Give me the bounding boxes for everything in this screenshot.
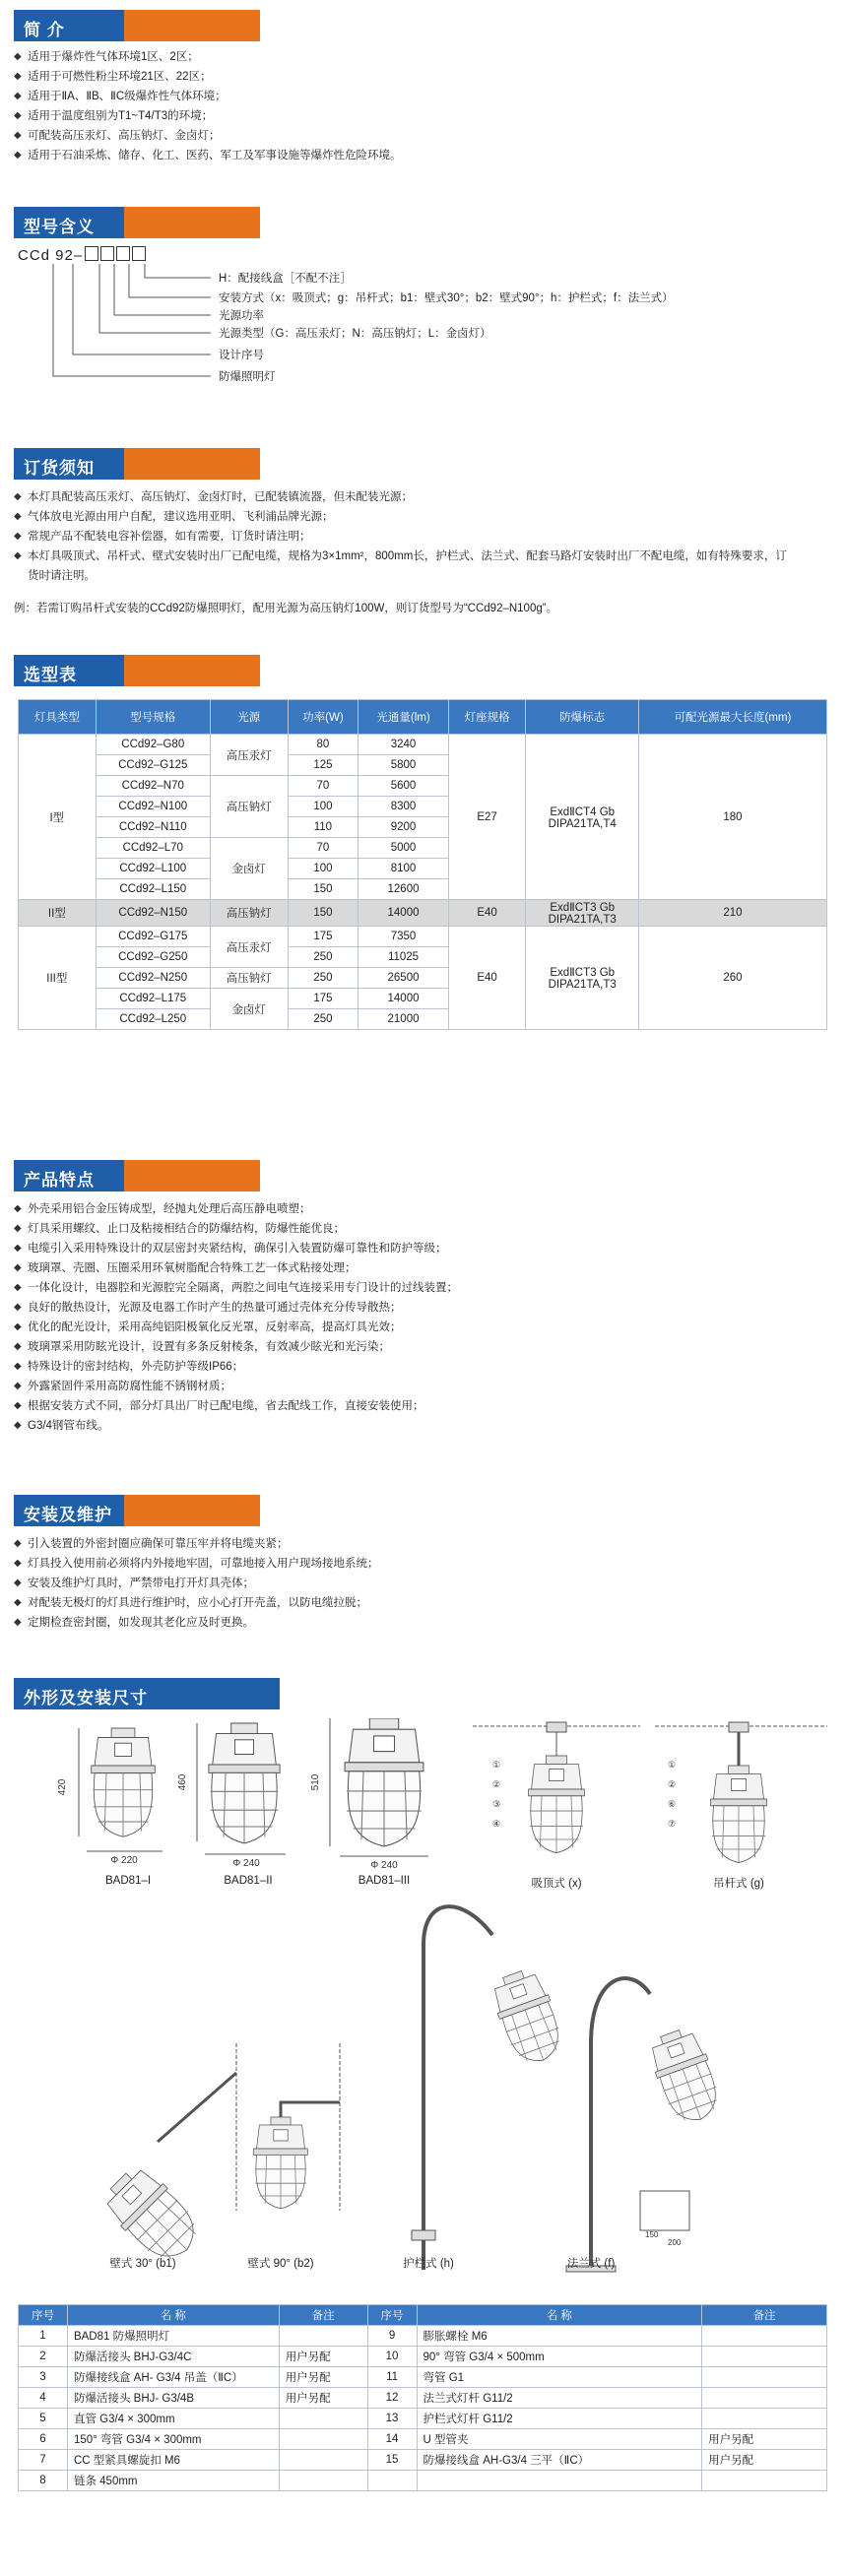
cell-source: 高压钠灯: [210, 776, 288, 838]
flange-dim-1: 150: [645, 2230, 659, 2239]
guardrail-drawing: [412, 1906, 568, 2270]
selection-section: [14, 655, 260, 686]
parts-cell-no: 2: [19, 2347, 68, 2367]
pendant-mount-drawing: [655, 1722, 827, 1863]
cell-flux: 26500: [358, 968, 448, 989]
features-item: ◆ G3/4钢管布线。: [14, 1416, 458, 1436]
selection-column-header: 型号规格: [96, 700, 210, 735]
selection-column-header: 防爆标志: [526, 700, 639, 735]
selection-table-header: [19, 700, 827, 735]
features-item: ◆ 外露紧固件采用高防腐性能不锈钢材质；: [14, 1377, 458, 1396]
install-item: ◆ 对配装无极灯的灯具进行维护时，应小心打开壳盖，以防电缆拉脱；: [14, 1593, 379, 1613]
parts-cell-note: [279, 2429, 367, 2450]
parts-cell-note: 用户另配: [702, 2450, 827, 2471]
parts-cell-no: 10: [367, 2347, 417, 2367]
parts-cell-no: 13: [367, 2409, 417, 2429]
order-header: [14, 448, 260, 480]
width-label-3: Φ 240: [370, 1860, 398, 1871]
parts-cell-no: 7: [19, 2450, 68, 2471]
cell-source: 高压钠灯: [210, 900, 288, 927]
intro-header: [14, 10, 260, 41]
model-leader-lines: [14, 207, 831, 433]
features-item: ◆ 优化的配光设计，采用高纯铝阳极氧化反光罩，反射率高，提高灯具光效；: [14, 1318, 458, 1337]
parts-cell-note: [702, 2347, 827, 2367]
cell-flux: 5600: [358, 776, 448, 797]
cell-flux: 3240: [358, 735, 448, 755]
lamp-drawing-2: [197, 1723, 286, 1854]
parts-cell-name: [417, 2471, 702, 2491]
order-item: ◆ 气体放电光源由用户自配，建议选用亚明、飞利浦品牌光源；: [14, 507, 796, 527]
parts-cell-name: 150° 弯管 G3/4 × 300mm: [67, 2429, 279, 2450]
intro-item: ◆ 适用于ⅡA、ⅡB、ⅡC级爆炸性气体环境；: [14, 87, 402, 106]
parts-cell-note: [279, 2326, 367, 2347]
cell-power: 175: [288, 927, 358, 947]
flange-dim-2: 200: [668, 2238, 682, 2247]
selection-row: [19, 927, 827, 947]
intro-section: [14, 10, 402, 165]
cell-power: 250: [288, 968, 358, 989]
model-label-1: H：配接线盒［不配不注］: [219, 273, 352, 285]
cell-model: CCd92–L150: [96, 879, 210, 900]
features-header: [14, 1160, 260, 1191]
cell-power: 70: [288, 838, 358, 859]
cell-power: 100: [288, 797, 358, 817]
cell-source: 金卤灯: [210, 989, 288, 1030]
cell-power: 250: [288, 1009, 358, 1030]
svg-text:④: ④: [492, 1819, 501, 1829]
selection-column-header: 可配光源最大长度(mm): [638, 700, 826, 735]
cell-model: CCd92–N100: [96, 797, 210, 817]
parts-column-header: 名 称: [67, 2305, 279, 2326]
parts-cell-no: 12: [367, 2388, 417, 2409]
cell-model: CCd92–L250: [96, 1009, 210, 1030]
cell-flux: 9200: [358, 817, 448, 838]
cell-model: CCd92–L70: [96, 838, 210, 859]
cell-model: CCd92–G250: [96, 947, 210, 968]
features-item: ◆ 玻璃罩、壳圈、压圈采用环氧树脂配合特殊工艺一体式粘接处理；: [14, 1258, 458, 1278]
cell-flux: 14000: [358, 989, 448, 1009]
parts-cell-note: [702, 2326, 827, 2347]
cell-model: CCd92–G80: [96, 735, 210, 755]
features-title: 产品特点: [24, 1171, 95, 1190]
caption-bad81-3: BAD81–III: [358, 1875, 411, 1887]
parts-cell-no: [367, 2471, 417, 2491]
caption-flange: 法兰式 (f): [566, 2258, 616, 2270]
selection-column-header: 光通量(lm): [358, 700, 448, 735]
selection-column-header: 灯具类型: [19, 700, 97, 735]
cell-maxlen: 180: [638, 735, 826, 900]
parts-cell-no: 14: [367, 2429, 417, 2450]
parts-row: [19, 2388, 827, 2409]
cell-power: 250: [288, 947, 358, 968]
parts-cell-no: 4: [19, 2388, 68, 2409]
features-item: ◆ 特殊设计的密封结构，外壳防护等级IP66；: [14, 1357, 458, 1377]
caption-bad81-2: BAD81–II: [224, 1875, 273, 1887]
parts-cell-note: [279, 2409, 367, 2429]
intro-item: ◆ 适用于可燃性粉尘环境21区、22区；: [14, 67, 402, 87]
model-label-2: 安装方式（x：吸顶式；g：吊杆式；b1：壁式30°；b2：壁式90°；h：护栏式；f：法兰式）: [219, 292, 674, 304]
install-header: [14, 1495, 260, 1526]
caption-wall30: 壁式 30° (b1): [109, 2258, 176, 2270]
cell-model: CCd92–N150: [96, 900, 210, 927]
features-item: ◆ 外壳采用铝合金压铸成型，经抛丸处理后高压静电喷塑；: [14, 1199, 458, 1219]
install-title: 安装及维护: [24, 1506, 112, 1524]
intro-item: ◆ 适用于爆炸性气体环境1区、2区；: [14, 47, 402, 67]
selection-table: [18, 699, 827, 1030]
cell-flux: 7350: [358, 927, 448, 947]
model-label-3: 光源功率: [219, 310, 264, 322]
parts-column-header: 序号: [367, 2305, 417, 2326]
parts-cell-note: 用户另配: [279, 2388, 367, 2409]
cell-flux: 8100: [358, 859, 448, 879]
svg-text:①: ①: [492, 1760, 501, 1770]
intro-item: ◆ 适用于石油采炼、储存、化工、医药、军工及军事设施等爆炸性危险环境。: [14, 146, 402, 165]
model-code-prefix: CCd 92–: [18, 247, 84, 264]
parts-cell-no: 11: [367, 2367, 417, 2388]
cell-exmark: ExdⅡCT4 Gb DIPA21TA,T4: [526, 735, 639, 900]
parts-cell-no: 1: [19, 2326, 68, 2347]
parts-row: [19, 2450, 827, 2471]
parts-cell-name: 链条 450mm: [67, 2471, 279, 2491]
parts-cell-no: 9: [367, 2326, 417, 2347]
parts-cell-no: 8: [19, 2471, 68, 2491]
order-item: ◆ 本灯具吸顶式、吊杆式、壁式安装时出厂已配电缆，规格为3×1mm²，800mm长，护栏式、法兰式、配套马路灯安装时出厂不配电缆，如有特殊要求，订货时请注明。: [14, 547, 796, 586]
cell-model: CCd92–L100: [96, 859, 210, 879]
selection-column-header: 功率(W): [288, 700, 358, 735]
caption-pendant: 吊杆式 (g): [713, 1878, 764, 1890]
intro-item: ◆ 可配装高压汞灯、高压钠灯、金卤灯；: [14, 126, 402, 146]
intro-list: [14, 47, 402, 165]
width-label-1: Φ 220: [110, 1855, 138, 1866]
cell-exmark: ExdⅡCT3 Gb DIPA21TA,T3: [526, 900, 639, 927]
parts-cell-note: [279, 2471, 367, 2491]
parts-cell-no: 15: [367, 2450, 417, 2471]
parts-column-header: 备注: [279, 2305, 367, 2326]
wall-30-drawing: [98, 2043, 236, 2271]
ceiling-mount-drawing: [473, 1722, 640, 1853]
order-section: [14, 448, 796, 615]
dims-section: [14, 1678, 280, 1709]
order-list: [14, 487, 796, 586]
parts-table: [18, 2304, 827, 2491]
parts-row: [19, 2409, 827, 2429]
parts-cell-note: [702, 2367, 827, 2388]
parts-cell-name: 90° 弯管 G3/4 × 500mm: [417, 2347, 702, 2367]
svg-text:③: ③: [492, 1799, 501, 1809]
parts-row: [19, 2347, 827, 2367]
svg-text:②: ②: [668, 1779, 677, 1789]
parts-cell-note: [279, 2450, 367, 2471]
features-item: ◆ 一体化设计，电器腔和光源腔完全隔离，两腔之间电气连接采用专门设计的过线装置；: [14, 1278, 458, 1298]
parts-cell-name: BAD81 防爆照明灯: [67, 2326, 279, 2347]
parts-cell-no: 6: [19, 2429, 68, 2450]
svg-text:⑥: ⑥: [668, 1799, 677, 1809]
cell-type: III型: [19, 927, 97, 1030]
cell-flux: 8300: [358, 797, 448, 817]
cell-socket: E40: [448, 927, 526, 1030]
dims-drawings: [0, 1718, 847, 2289]
parts-row: [19, 2367, 827, 2388]
cell-model: CCd92–N70: [96, 776, 210, 797]
caption-ceiling: 吸顶式 (x): [531, 1878, 582, 1890]
caption-bad81-1: BAD81–I: [104, 1875, 152, 1887]
cell-power: 70: [288, 776, 358, 797]
parts-cell-name: CC 型紧具螺旋扣 M6: [67, 2450, 279, 2471]
width-label-2: Φ 240: [232, 1858, 260, 1869]
cell-source: 高压汞灯: [210, 735, 288, 776]
selection-header: [14, 655, 260, 686]
parts-cell-no: 5: [19, 2409, 68, 2429]
parts-cell-name: 弯管 G1: [417, 2367, 702, 2388]
parts-cell-name: 法兰式灯杆 G11/2: [417, 2388, 702, 2409]
wall-90-drawing: [254, 2043, 340, 2211]
parts-cell-note: 用户另配: [279, 2347, 367, 2367]
height-label-1: 420: [57, 1778, 68, 1796]
install-item: ◆ 安装及维护灯具时，严禁带电打开灯具壳体；: [14, 1574, 379, 1593]
parts-cell-name: U 型管夹: [417, 2429, 702, 2450]
height-label-3: 510: [310, 1773, 321, 1791]
svg-text:⑦: ⑦: [668, 1819, 677, 1829]
parts-cell-name: 膨胀螺栓 M6: [417, 2326, 702, 2347]
parts-row: [19, 2326, 827, 2347]
parts-cell-name: 直管 G3/4 × 300mm: [67, 2409, 279, 2429]
svg-text:①: ①: [668, 1760, 677, 1770]
parts-cell-note: [702, 2471, 827, 2491]
cell-power: 150: [288, 900, 358, 927]
parts-cell-no: 3: [19, 2367, 68, 2388]
features-section: [14, 1160, 458, 1436]
order-title: 订货须知: [24, 459, 95, 478]
cell-type: I型: [19, 735, 97, 900]
cell-flux: 11025: [358, 947, 448, 968]
cell-maxlen: 210: [638, 900, 826, 927]
features-item: ◆ 良好的散热设计，光源及电器工作时产生的热量可通过壳体充分传导散热；: [14, 1298, 458, 1318]
cell-model: CCd92–N110: [96, 817, 210, 838]
parts-column-header: 备注: [702, 2305, 827, 2326]
flange-drawing: [566, 1978, 726, 2272]
install-item: ◆ 灯具投入使用前必须将内外接地牢固，可靠地接入用户现场接地系统；: [14, 1554, 379, 1574]
cell-socket: E27: [448, 735, 526, 900]
cell-power: 150: [288, 879, 358, 900]
caption-guardrail: 护栏式 (h): [403, 2258, 454, 2270]
cell-source: 金卤灯: [210, 838, 288, 900]
cell-flux: 5000: [358, 838, 448, 859]
parts-cell-note: 用户另配: [279, 2367, 367, 2388]
model-label-5: 设计序号: [219, 350, 264, 361]
cell-socket: E40: [448, 900, 526, 927]
cell-power: 110: [288, 817, 358, 838]
selection-row: [19, 735, 827, 755]
selection-row: [19, 900, 827, 927]
caption-wall90: 壁式 90° (b2): [247, 2258, 314, 2270]
cell-model: CCd92–N250: [96, 968, 210, 989]
cell-power: 80: [288, 735, 358, 755]
model-label-4: 光源类型（G：高压汞灯；N：高压钠灯；L：金卤灯）: [219, 328, 491, 340]
model-label-6: 防爆照明灯: [219, 371, 276, 383]
install-list: [14, 1534, 379, 1633]
install-item: ◆ 定期检查密封圈，如发现其老化应及时更换。: [14, 1613, 379, 1633]
cell-power: 175: [288, 989, 358, 1009]
install-item: ◆ 引入装置的外密封圈应确保可靠压牢并将电缆夹紧；: [14, 1534, 379, 1554]
order-item: ◆ 常规产品不配装电容补偿器，如有需要，订货时请注明；: [14, 527, 796, 547]
cell-exmark: ExdⅡCT3 Gb DIPA21TA,T3: [526, 927, 639, 1030]
order-example: 例：若需订购吊杆式安装的CCd92防爆照明灯，配用光源为高压钠灯100W，则订货型号为“CCd92–N100g”。: [14, 603, 558, 614]
parts-cell-note: [702, 2388, 827, 2409]
intro-title: 简 介: [24, 21, 65, 39]
lamp-drawing-1: [79, 1728, 163, 1851]
parts-cell-note: 用户另配: [702, 2429, 827, 2450]
dims-title: 外形及安装尺寸: [24, 1689, 148, 1707]
cell-power: 125: [288, 755, 358, 776]
features-item: ◆ 电缆引入采用特殊设计的双层密封夹紧结构，确保引入装置防爆可靠性和防护等级；: [14, 1239, 458, 1258]
selection-title: 选型表: [24, 666, 77, 684]
parts-cell-name: 防爆活接头 BHJ- G3/4B: [67, 2388, 279, 2409]
model-title: 型号含义: [24, 218, 95, 236]
parts-cell-note: [702, 2409, 827, 2429]
cell-model: CCd92–G175: [96, 927, 210, 947]
parts-cell-name: 防爆活接头 BHJ-G3/4C: [67, 2347, 279, 2367]
cell-flux: 21000: [358, 1009, 448, 1030]
parts-column-header: 名 称: [417, 2305, 702, 2326]
cell-flux: 5800: [358, 755, 448, 776]
selection-column-header: 光源: [210, 700, 288, 735]
dims-header: [14, 1678, 280, 1709]
parts-row: [19, 2471, 827, 2491]
cell-flux: 14000: [358, 900, 448, 927]
parts-cell-name: 护栏式灯杆 G11/2: [417, 2409, 702, 2429]
features-list: [14, 1199, 458, 1436]
parts-cell-name: 防爆接线盒 AH-G3/4 三平（ⅡC）: [417, 2450, 702, 2471]
model-section: [14, 207, 831, 433]
height-label-2: 460: [177, 1773, 188, 1791]
install-section: [14, 1495, 379, 1633]
parts-table-header: [19, 2305, 827, 2326]
parts-row: [19, 2429, 827, 2450]
features-item: ◆ 根据安装方式不同，部分灯具出厂时已配电缆，省去配线工作，直接安装使用；: [14, 1396, 458, 1416]
cell-model: CCd92–L175: [96, 989, 210, 1009]
features-item: ◆ 玻璃罩采用防眩光设计，设置有多条反射棱条，有效减少眩光和光污染；: [14, 1337, 458, 1357]
cell-maxlen: 260: [638, 927, 826, 1030]
selection-column-header: 灯座规格: [448, 700, 526, 735]
order-item: ◆ 本灯具配装高压汞灯、高压钠灯、金卤灯时，已配装镇流器，但未配装光源；: [14, 487, 796, 507]
cell-type: II型: [19, 900, 97, 927]
intro-item: ◆ 适用于温度组别为T1~T4/T3的环境；: [14, 106, 402, 126]
lamp-drawing-3: [330, 1718, 428, 1856]
cell-power: 100: [288, 859, 358, 879]
svg-text:②: ②: [492, 1779, 501, 1789]
features-item: ◆ 灯具采用螺纹、止口及粘接相结合的防爆结构，防爆性能优良；: [14, 1219, 458, 1239]
parts-cell-name: 防爆接线盒 AH- G3/4 吊盖（ⅡC）: [67, 2367, 279, 2388]
cell-model: CCd92–G125: [96, 755, 210, 776]
parts-column-header: 序号: [19, 2305, 68, 2326]
cell-source: 高压汞灯: [210, 927, 288, 968]
cell-source: 高压钠灯: [210, 968, 288, 989]
cell-flux: 12600: [358, 879, 448, 900]
